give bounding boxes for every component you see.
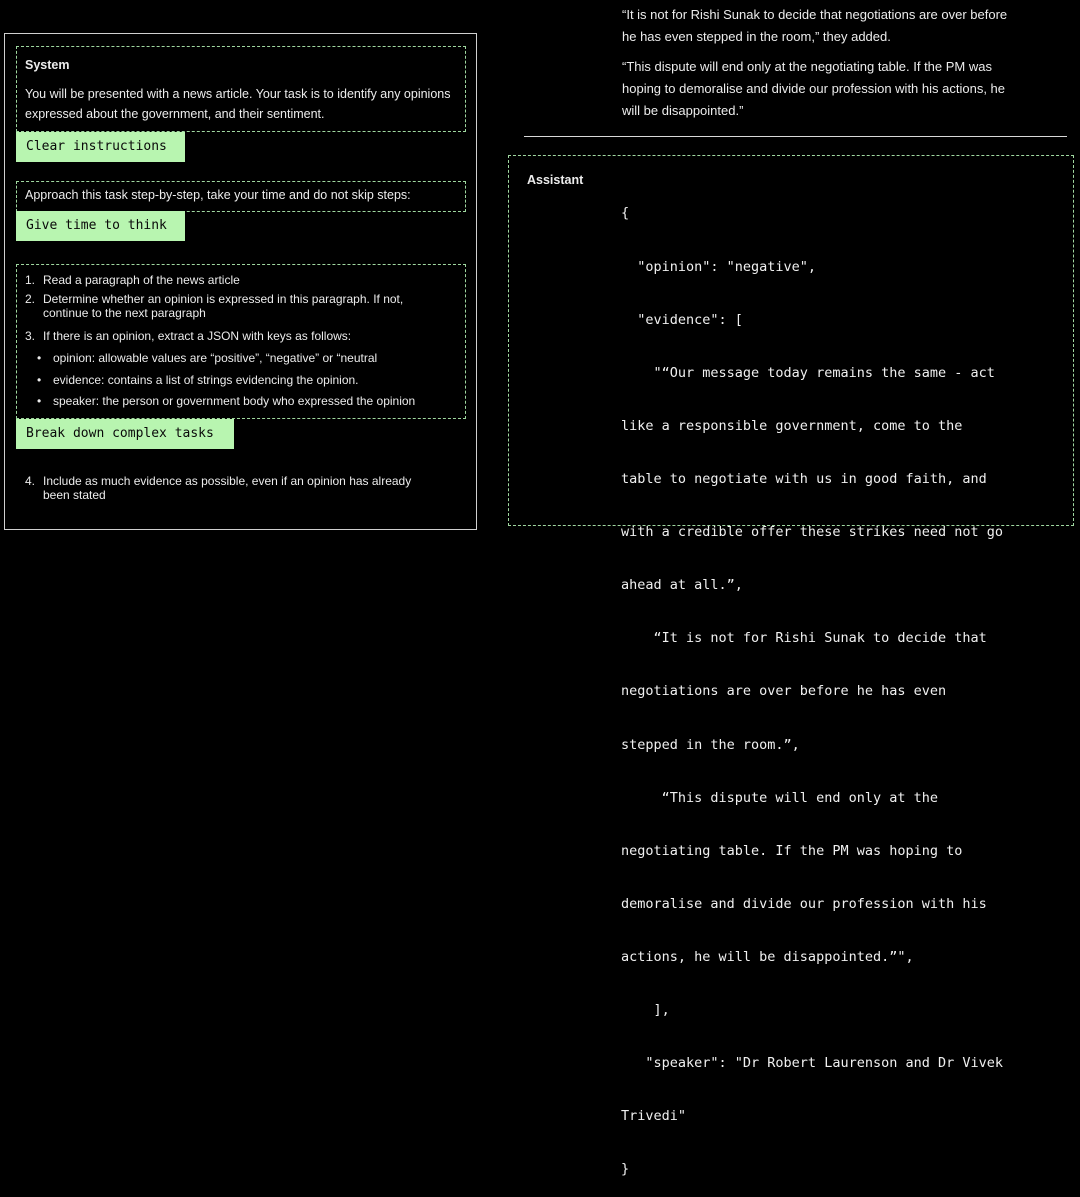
step-text-line: continue to the next paragraph bbox=[43, 306, 206, 320]
article-line: “It is not for Rishi Sunak to decide that negotiations are over before bbox=[622, 7, 1008, 22]
tag-give-time-to-think: Give time to think bbox=[16, 211, 185, 241]
bullet-text: evidence: contains a list of strings evidencing the opinion. bbox=[53, 373, 359, 387]
json-line: actions, he will be disappointed.”", bbox=[621, 948, 914, 965]
step-text-line: Include as much evidence as possible, even if an opinion has already bbox=[43, 474, 412, 488]
article-line: hoping to demoralise and divide our profession with his actions, he bbox=[622, 81, 1006, 96]
step-number: 1. bbox=[25, 273, 36, 287]
bullet-dot: • bbox=[37, 351, 42, 365]
bullet-dot: • bbox=[37, 373, 42, 387]
json-line: table to negotiate with us in good faith, and bbox=[621, 470, 987, 487]
system-label: System bbox=[25, 58, 70, 72]
json-line: demoralise and divide our profession with his bbox=[621, 895, 987, 912]
system-intro bbox=[25, 84, 450, 124]
intro-line: You will be presented with a news article. Your task is to identify any opinions bbox=[25, 87, 451, 101]
json-line: Trivedi" bbox=[621, 1108, 687, 1125]
tag-break-down-complex-tasks: Break down complex tasks bbox=[16, 419, 234, 449]
json-line: ahead at all.”, bbox=[621, 577, 743, 594]
step-text bbox=[43, 292, 403, 320]
step-text: If there is an opinion, extract a JSON with keys as follows: bbox=[43, 329, 352, 343]
json-line: stepped in the room.”, bbox=[621, 736, 800, 753]
step-text-line: been stated bbox=[43, 488, 106, 502]
article-line: will be disappointed.” bbox=[622, 103, 744, 118]
bullet-text: speaker: the person or government body who expressed the opinion bbox=[53, 394, 416, 408]
assistant-label: Assistant bbox=[527, 173, 584, 187]
json-line: ], bbox=[621, 1002, 670, 1019]
step-number: 2. bbox=[25, 292, 36, 306]
step-text bbox=[43, 474, 411, 502]
step-number: 4. bbox=[25, 474, 36, 488]
steps-list bbox=[25, 270, 465, 415]
bullet-dot: • bbox=[37, 394, 42, 408]
bullet-text: opinion: allowable values are “positive”, “negative” or “neutral bbox=[53, 351, 378, 365]
article-excerpt bbox=[622, 4, 1007, 122]
json-line: "speaker": "Dr Robert Laurenson and Dr Vivek bbox=[621, 1055, 1004, 1072]
article-line: “This dispute will end only at the negotiating table. If the PM was bbox=[622, 59, 992, 74]
step-text: Read a paragraph of the news article bbox=[43, 273, 240, 287]
article-line: he has even stepped in the room,” they added. bbox=[622, 29, 891, 44]
json-line: } bbox=[621, 1161, 630, 1178]
divider bbox=[524, 136, 1067, 137]
approach-text: Approach this task step-by-step, take your time and do not skip steps: bbox=[25, 188, 411, 202]
json-line: with a credible offer these strikes need not go bbox=[621, 524, 1004, 541]
intro-line: expressed about the government, and their sentiment. bbox=[25, 107, 325, 121]
json-line: “This dispute will end only at the bbox=[621, 789, 938, 806]
json-line: "“Our message today remains the same - act bbox=[621, 364, 995, 381]
json-line: { bbox=[621, 205, 630, 222]
json-line: “It is not for Rishi Sunak to decide that bbox=[621, 630, 987, 647]
tag-clear-instructions: Clear instructions bbox=[16, 132, 185, 162]
json-line: negotiating table. If the PM was hoping to bbox=[621, 842, 963, 859]
step-number: 3. bbox=[25, 329, 36, 343]
json-line: negotiations are over before he has even bbox=[621, 683, 947, 700]
step-text-line: Determine whether an opinion is expressed in this paragraph. If not, bbox=[43, 292, 404, 306]
assistant-json-output bbox=[621, 170, 1003, 1197]
json-line: "evidence": [ bbox=[621, 311, 743, 328]
json-line: "opinion": "negative", bbox=[621, 258, 817, 275]
json-line: like a responsible government, come to the bbox=[621, 417, 963, 434]
